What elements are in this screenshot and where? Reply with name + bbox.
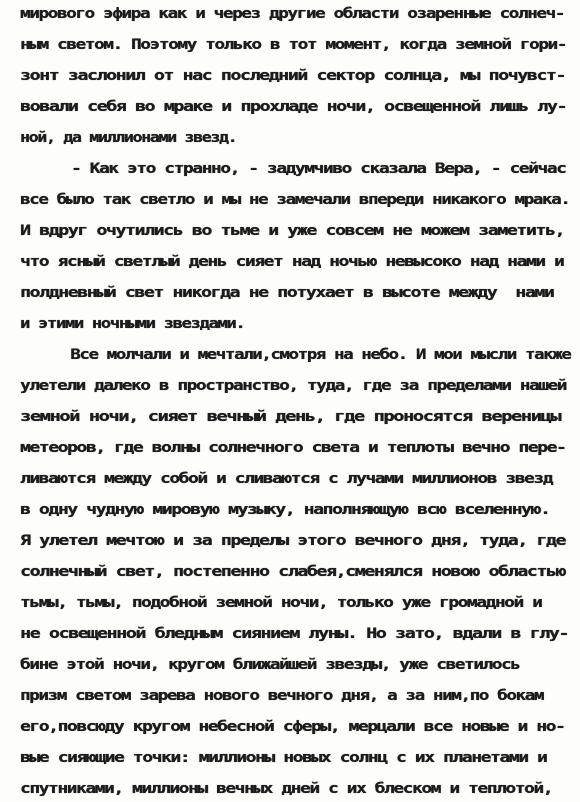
text-line: земной ночи, сияет вечный день, где проносятся вереницы [20, 409, 561, 425]
text-line: его,повсюду кругом небесной сферы, мерцали все новые и но- [20, 719, 565, 735]
text-line: в одну чудную мировую музыку, наполняющую всю вселенную. [20, 502, 550, 518]
text-line: ной, да миллионами звезд. [20, 130, 237, 146]
text-line: вые сияющие точки: миллионы новых солнц с их планетами и [20, 750, 547, 766]
text-line: призм светом зарева нового вечного дня, а за ним,по бокам [20, 688, 544, 704]
text-line: спутниками, миллионы вечных дней с их блеском и теплотой, [20, 781, 553, 797]
text-line: вовали себя во мраке и прохладе ночи, освещенной лишь лу- [20, 99, 567, 115]
text-line: все было так светло и мы не замечали впереди никакого мрака. [20, 192, 570, 208]
text-line: Я улетел мечтою и за пределы этого вечного дня, туда, где [20, 533, 566, 549]
text-line: тьмы, тьмы, подобной земной ночи, только уже громадной и [20, 595, 542, 611]
text-line: зонт заслонил от нас последний сектор солнца, мы почувст- [20, 68, 566, 84]
text-line: и этими ночными звездами. [20, 316, 245, 332]
text-line: бине этой ночи, кругом ближайшей звезды, уже светилось [20, 657, 520, 673]
text-line: Все молчали и мечтали,смотря на небо. И мои мысли также [43, 347, 571, 363]
text-line: - Как это странно, - задумчиво сказала Вера, - сейчас [43, 161, 566, 177]
text-line: полдневный свет никогда не потухает в высоте между нами [20, 285, 554, 301]
text-line: мирового эфира как и через другие области озаренные солнеч- [20, 6, 565, 22]
text-line: ливаются между собой и сливаются с лучами миллионов звезд [20, 471, 553, 487]
text-line: что ясный светлый день сияет над ночью невысоко над нами и [20, 254, 564, 270]
text-line: ным светом. Поэтому только в тот момент, когда земной гори- [20, 37, 567, 53]
text-line: И вдруг очутились во тьме и уже совсем не можем заметить, [20, 223, 565, 239]
text-line: улетели далеко в пространство, туда, где за пределами нашей [20, 378, 567, 394]
text-line: солнечный свет, постепенно слабея,сменялся новою областью [20, 564, 566, 580]
text-line: метеоров, где волны солнечного света и теплоты вечно пере- [20, 440, 566, 456]
text-line: не освещенной бледным сиянием луны. Но зато, вдали в глу- [20, 626, 569, 642]
